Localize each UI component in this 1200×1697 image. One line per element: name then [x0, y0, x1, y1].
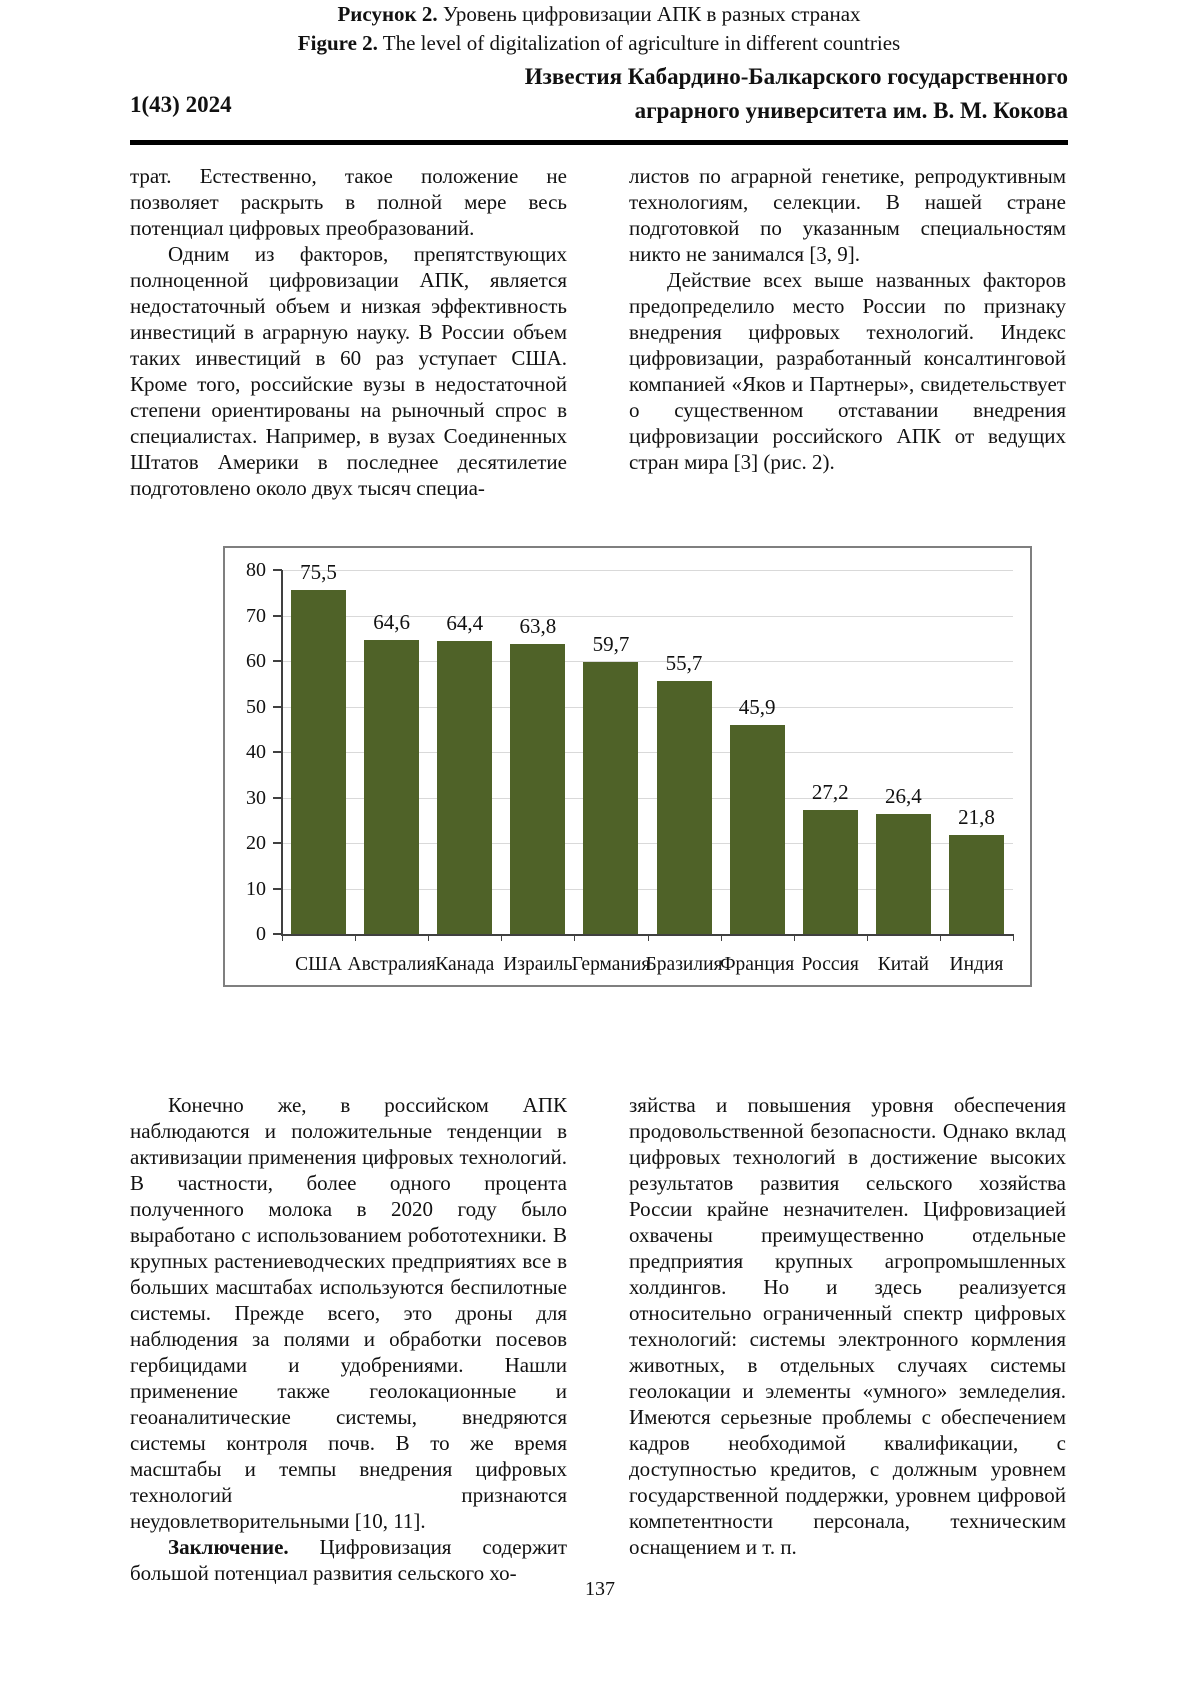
page-number: 137 — [585, 1578, 615, 1600]
bar — [437, 641, 492, 934]
x-axis-tick — [574, 934, 575, 941]
figure-caption-ru — [130, 0, 1068, 29]
bar-value-label: 45,9 — [738, 695, 776, 720]
y-axis-tick-label: 80 — [246, 559, 266, 581]
x-axis-tick — [355, 934, 356, 941]
y-gridline — [282, 570, 1013, 571]
figure-caption-en — [130, 29, 1068, 58]
paragraph: Одним из факторов, препятствующих полноценной цифровизации АПК, является недостаточный объем и низкая эффективность инвестиций в аграрную науку. В России объем таких инвестиций в 60 раз уступает США. Кроме того, российские вузы в недостаточной степени ориентированы на рыночный спрос в специалистах. Например, в вузах Соединенных Штатов Америки в последнее десятилетие подготовлено около двух тысяч специа- — [130, 242, 567, 500]
bar-value-label: 26,4 — [884, 783, 922, 808]
x-axis-category-label: Австралия — [347, 954, 436, 975]
x-axis-tick — [1013, 934, 1014, 941]
text-column-bottom-right — [629, 1092, 1066, 1560]
bar — [510, 644, 565, 934]
x-axis-tick — [867, 934, 868, 941]
x-axis-category-label: Израиль — [503, 954, 573, 975]
x-axis-tick — [721, 934, 722, 941]
y-axis-tick-label: 10 — [246, 877, 266, 900]
x-axis-category-label: Франция — [720, 954, 795, 975]
journal-title-line1: Известия Кабардино-Балкарского государственного — [524, 64, 1068, 89]
x-axis-tick — [501, 934, 502, 941]
x-axis-tick — [282, 934, 283, 941]
bar-value-label: 27,2 — [811, 780, 849, 805]
bar — [949, 835, 1004, 934]
x-axis-tick — [648, 934, 649, 941]
text-column-top-left — [130, 163, 567, 501]
paragraph: Конечно же, в российском АПК наблюдаются и положительные тенденции в активизации применения цифровых технологий. В частности, более одного процента полученного молока в 2020 году было выработано с использованием робототехники. В крупных растениеводческих предприятиях все в больших масштабах используются беспилотные системы. Прежде всего, это дроны для наблюдения за полями и обработки посевов гербицидами и удобрениями. Нашли применение также геолокационные и геоаналитические системы, внедряются системы контроля почв. В то же время масштабы и темпы внедрения цифровых технологий признаются неудовлетворительными [10, 11]. — [130, 1093, 567, 1533]
header-divider — [130, 140, 1068, 145]
figure-2-bar-chart — [223, 546, 1032, 987]
paragraph: зяйства и повышения уровня обеспечения продовольственной безопасности. Однако вклад цифровых технологий в достижение высоких результатов развития сельского хозяйства России крайне незначителен. Цифровизацией охвачены преимущественно отдельные предприятия крупных агропромышленных холдингов. Но и здесь реализуется относительно ограниченный спектр цифровых технологий: системы электронного кормления животных, в отдельных случаях системы геолокации и элементы «умного» земледелия. Имеются серьезные проблемы с обеспечением кадров необходимой квалификации, с доступностью кредитов, с должным уровнем государственной поддержки, уровнем цифровой компетентности персонала, техническим оснащением и т. п. — [629, 1093, 1066, 1559]
bar-value-label: 21,8 — [958, 804, 995, 829]
x-axis-category-label: Германия — [571, 954, 651, 975]
x-axis-category-label: Китай — [877, 954, 929, 975]
bar — [291, 590, 346, 934]
bar — [364, 640, 419, 934]
y-axis-tick-label: 20 — [246, 832, 266, 854]
bar — [803, 810, 858, 934]
y-axis-tick-label: 60 — [246, 650, 266, 672]
journal-title — [525, 60, 1068, 128]
figure-caption-en-label: Figure 2. — [297, 30, 378, 55]
journal-title-line2: аграрного университета им. В. М. Кокова — [634, 98, 1068, 123]
figure-caption — [130, 0, 1068, 57]
x-axis-category-label: Россия — [801, 954, 859, 975]
bar-value-label: 64,6 — [373, 610, 411, 635]
x-axis-category-label: Канада — [435, 954, 495, 975]
paragraph: трат. Естественно, такое положение не позволяет раскрыть в полной мере весь потенциал цифровых преобразований. — [130, 164, 567, 240]
conclusion-text: Цифровизация содержит большой потенциал развития сельского хо- — [130, 1535, 567, 1585]
issue-number: 1(43) 2024 — [130, 92, 232, 117]
y-axis-tick-label: 40 — [246, 741, 266, 763]
x-axis-category-label: Бразилия — [645, 954, 723, 975]
bar-value-label: 55,7 — [665, 650, 703, 675]
bar-value-label: 59,7 — [592, 632, 630, 657]
paragraph: листов по аграрной генетике, репродуктивным технологиям, селекции. В нашей стране подготовкой по указанным специальностям никто не занимался [3, 9]. — [629, 164, 1066, 266]
x-axis-category-label: Индия — [949, 954, 1004, 975]
x-axis-category-label: США — [295, 954, 342, 975]
paragraph: Действие всех выше названных факторов предопределило место России по признаку внедрения цифровых технологий. Индекс цифровизации, разработанный консалтинговой компанией «Яков и Партнеры», свидетельствует о существенном отставании внедрения цифровизации российского АПК от ведущих стран мира [3] (рис. 2). — [629, 268, 1066, 474]
figure-caption-ru-label: Рисунок 2. — [337, 2, 438, 26]
bar — [876, 814, 931, 934]
bar-value-label: 75,5 — [300, 560, 337, 585]
figure-caption-en-text: The level of digitalization of agriculture in different countries — [377, 30, 901, 55]
bar — [583, 662, 638, 934]
y-axis-tick-label: 50 — [246, 695, 266, 718]
text-column-bottom-left — [130, 1092, 567, 1586]
y-axis-tick-label: 0 — [256, 923, 266, 945]
bar-value-label: 63,8 — [519, 613, 557, 638]
x-axis-tick — [428, 934, 429, 941]
x-axis-tick — [794, 934, 795, 941]
y-axis-tick-label: 70 — [246, 604, 266, 627]
bar — [730, 725, 785, 934]
y-axis-line — [281, 570, 283, 936]
x-axis-tick — [940, 934, 941, 941]
figure-caption-ru-text: Уровень цифровизации АПК в разных странах — [437, 2, 861, 26]
bar-value-label: 64,4 — [446, 610, 484, 635]
conclusion-label: Заключение. — [168, 1535, 289, 1559]
text-column-top-right — [629, 163, 1066, 475]
y-axis-tick-label: 30 — [246, 786, 266, 809]
